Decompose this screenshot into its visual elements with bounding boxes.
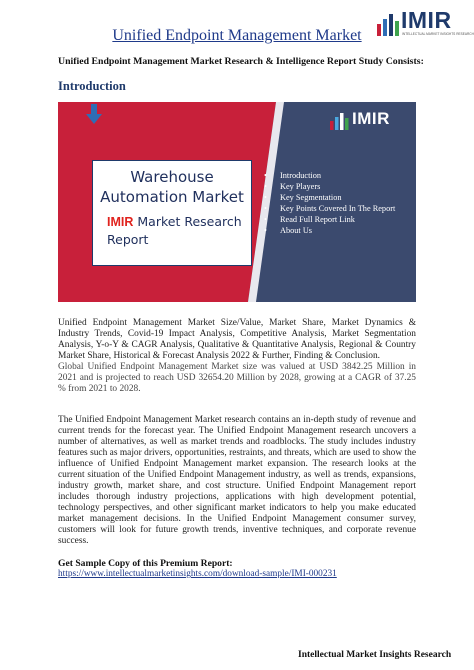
list-item: • Introduction: [264, 170, 395, 181]
section-heading: Introduction: [58, 79, 126, 93]
document-title: Unified Endpoint Management Market: [112, 27, 362, 44]
research-overview-paragraph: The Unified Endpoint Management Market research contains an in-depth study of revenue and current trends for the forecast year. The Unified Endpoint Management research uncovers a number of alternatives, as well as market trends and roadblocks. The study includes industry features such as major drivers, opportunities, restraints, and threats, which are used to show the influence of Unified Endpoint Management market expansion. The research looks at the current situation of the Unified Endpoint Management industry, as well as trends, expansions, industry growth, market share, and cost structure. Unified Endpoint Management report includes thorough industry projections, applications with high development potential, technology perspectives, and other significant market indicators to help you make educated market management decisions. In the Unified Endpoint Management consumer survey, customers will look for future growth trends, inventive techniques, and corporate revenue success.: [58, 415, 416, 546]
list-item: • About Us: [264, 225, 395, 236]
list-item: • Key Segmentation: [264, 192, 395, 203]
banner-brand-line1: Market Research: [137, 214, 242, 229]
sample-copy-label: Get Sample Copy of this Premium Report:: [58, 558, 233, 569]
banner-brand-name: IMIR: [107, 215, 134, 229]
banner-brand-line2: Report: [107, 232, 149, 247]
bar-chart-logo-icon: [330, 110, 350, 130]
down-arrow-icon: [86, 104, 102, 124]
logo-tagline: INTELLECTUAL MARKET INSIGHTS RESEARCH: [402, 32, 474, 36]
sample-report-link[interactable]: https://www.intellectualmarketinsights.com/download-sample/IMI-000231: [58, 569, 337, 579]
list-item: • Read Full Report Link: [264, 214, 395, 225]
report-contents-list: [264, 170, 395, 236]
scope-paragraph: Unified Endpoint Management Market Size/Value, Market Share, Market Dynamics & Industry Trends, Covid-19 Impact Analysis, Competitive Analysis, Market Segmentation Analysis, Y-o-Y & CAGR Analysis, Qualitative & Quantitative Analysis, Regional & Country Market Share, Historical & Forecast Analysis 2022 & Further, Finding & Conclusion.: [58, 318, 416, 361]
banner-heading: [93, 167, 251, 207]
banner-brand: [107, 213, 242, 249]
document-subtitle: Unified Endpoint Management Market Research & Intelligence Report Study Consists:: [58, 56, 424, 67]
banner-heading-line2: Automation Market: [100, 188, 244, 206]
banner-title-card: [92, 160, 252, 266]
banner-logo-text: IMIR: [352, 109, 390, 128]
logo-text: IMIR: [401, 7, 452, 33]
footer-company-name: Intellectual Market Insights Research: [298, 650, 452, 660]
banner-logo: [330, 110, 410, 132]
market-size-paragraph: Global Unified Endpoint Management Market size was valued at USD 3842.25 Million in 2021 and is projected to reach USD 32654.20 Million by 2028, growing at a CAGR of 37.25 % from 2021 to 2028.: [58, 362, 416, 394]
list-item: • Key Points Covered In The Report: [264, 203, 395, 214]
report-banner-image: [58, 102, 416, 302]
banner-heading-line1: Warehouse: [130, 168, 214, 186]
list-item: • Key Players: [264, 181, 395, 192]
